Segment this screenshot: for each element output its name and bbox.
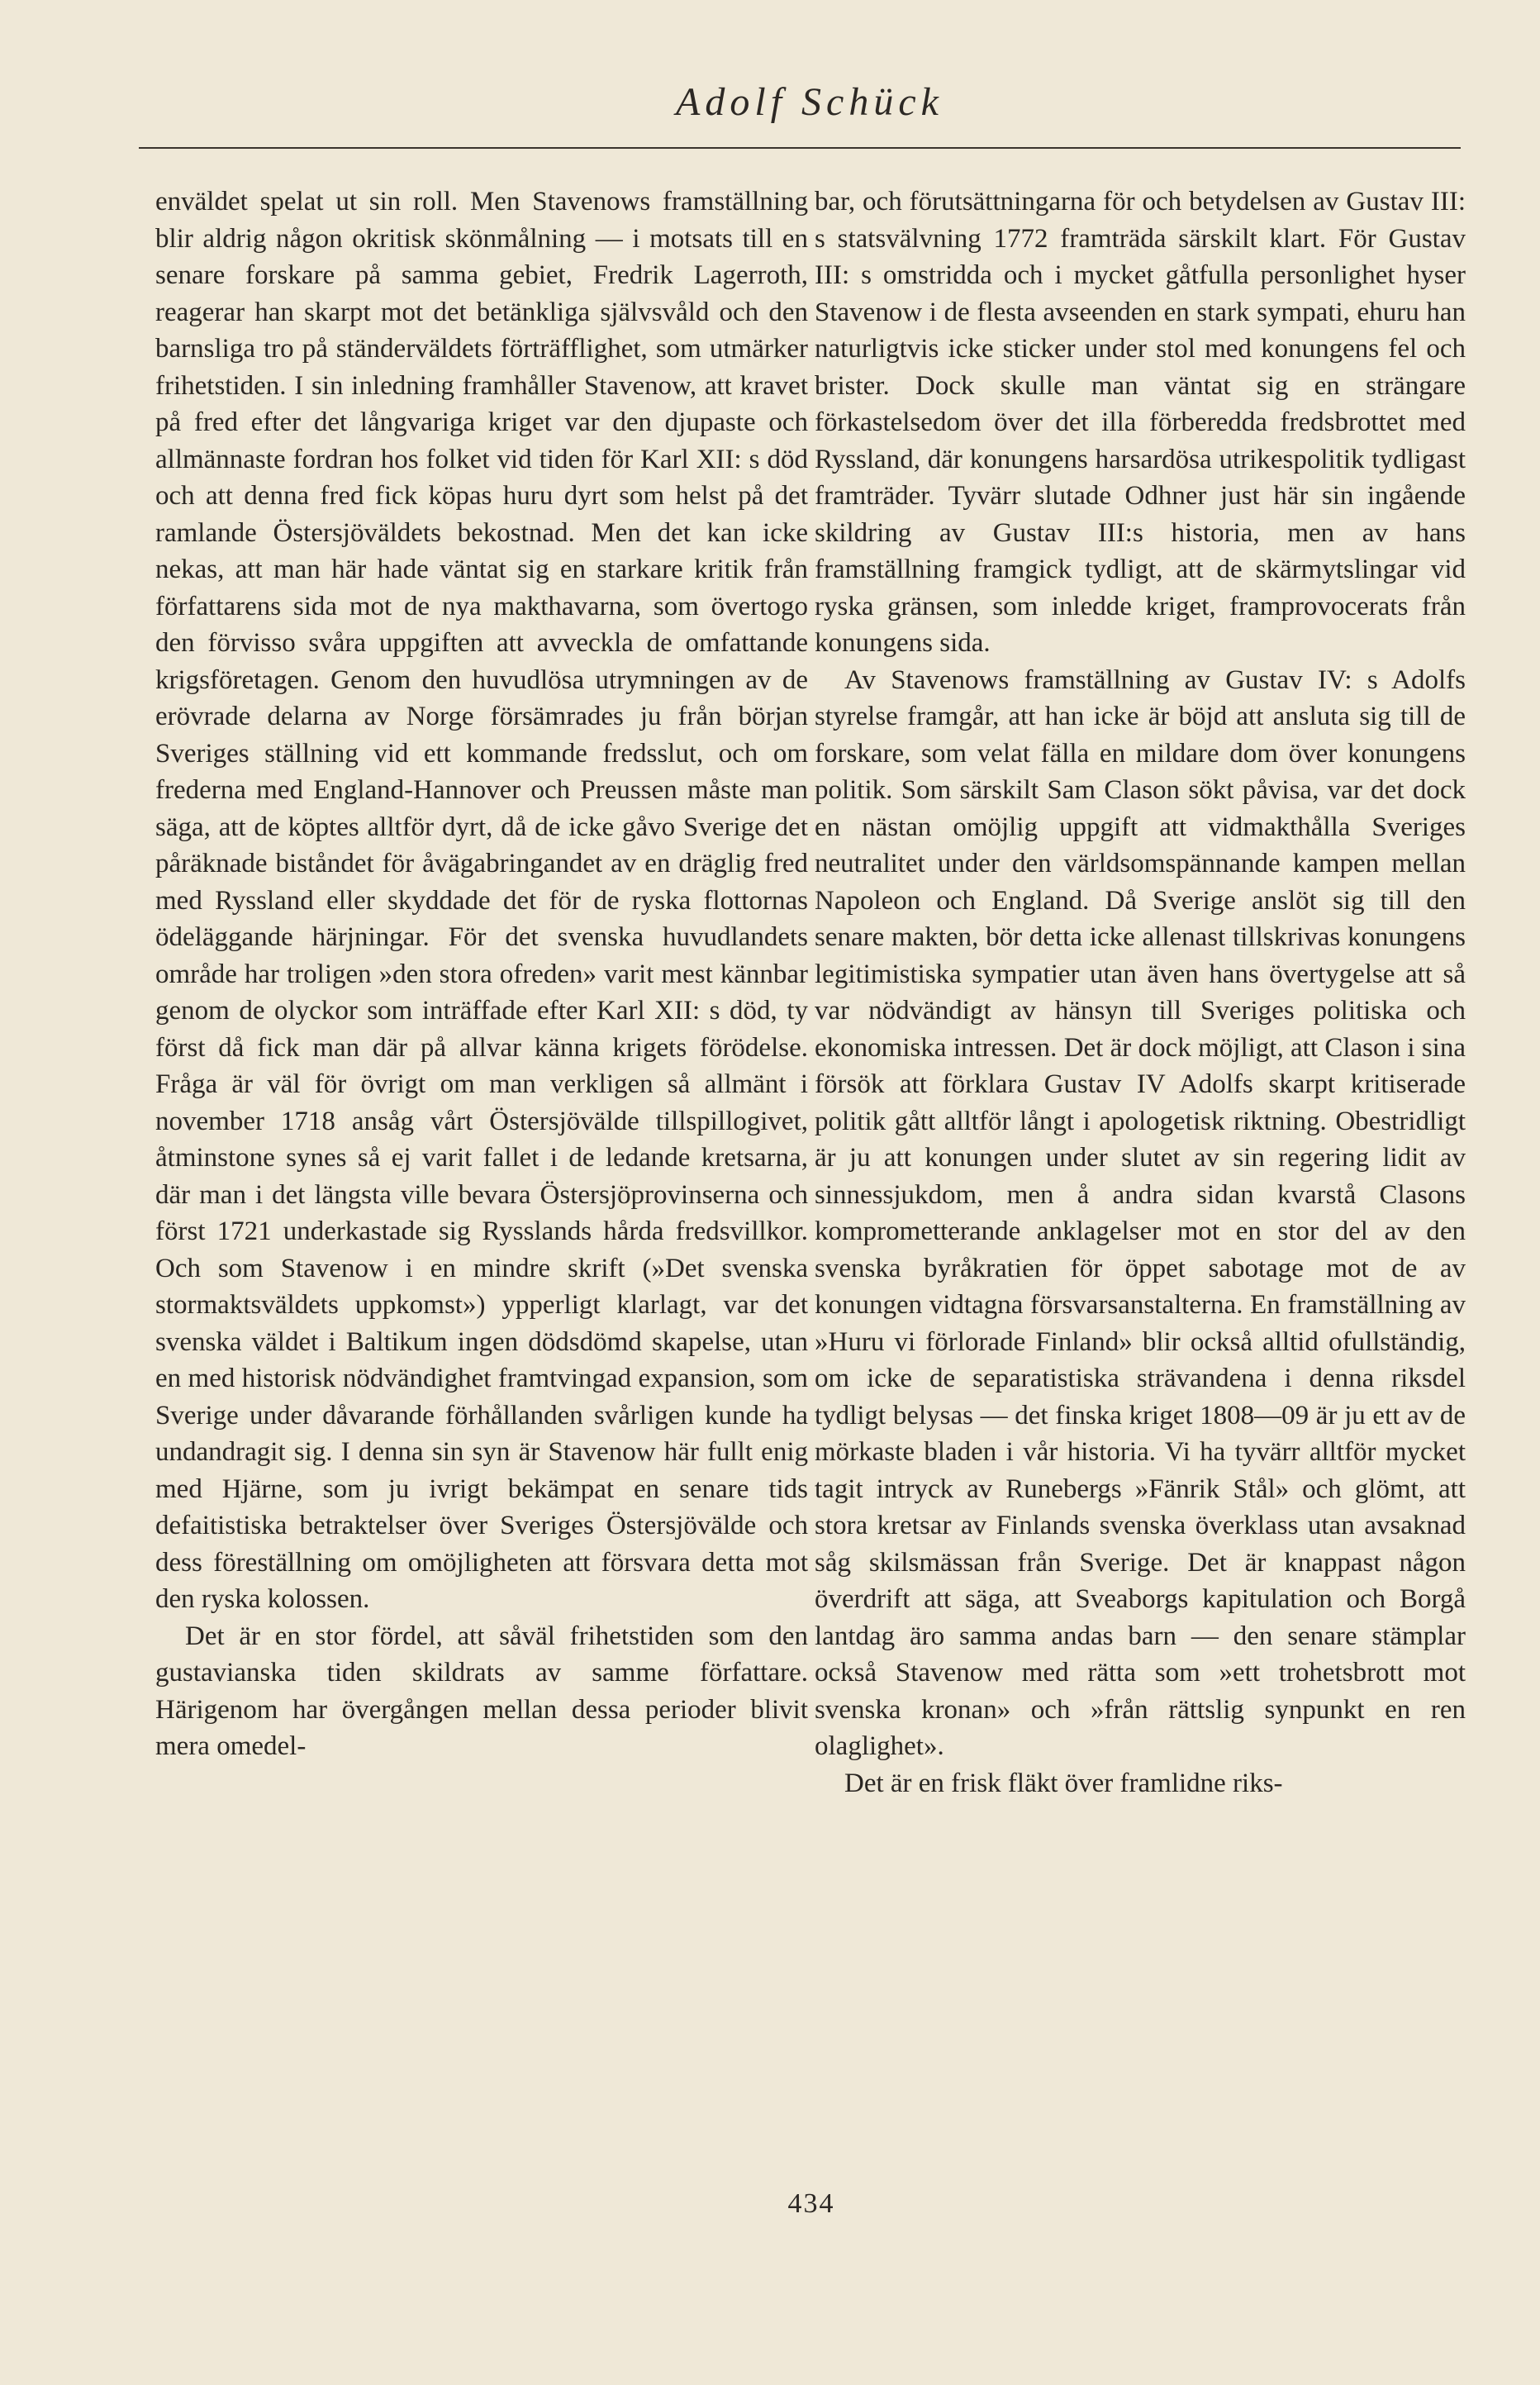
header-rule xyxy=(139,147,1461,149)
paragraph: enväldet spelat ut sin roll. Men Stavenows framställning blir aldrig någon okritisk skönmålning — i motsats till en senare forskare på samma gebiet, Fredrik Lagerroth, reagerar han skarpt mot det betänkliga självsvåld och den barnsliga tro på ständerväldets förträfflighet, som utmärker frihetstiden. I sin inledning framhåller Stavenow, att kravet på fred efter det långvariga kriget var den djupaste och allmännaste fordran hos folket vid tiden för Karl XII: s död och att denna fred fick köpas huru dyrt som helst på det ramlande Östersjöväldets bekostnad. Men det kan icke nekas, att man här hade väntat sig en starkare kritik från författarens sida mot de nya makthavarna, som övertogo den förvisso svåra uppgiften att avveckla de omfattande krigsföretagen. Genom den huvudlösa utrymningen av de erövrade delarna av Norge försämrades ju från början Sveriges ställning vid ett kommande fredsslut, och om frederna med England-Hannover och Preussen måste man säga, att de köptes alltför dyrt, då de icke gåvo Sverige det påräknade biståndet för åvägabringandet av en dräglig fred med Ryssland eller skyddade det för de ryska flottornas ödeläggande härjningar. För det svenska huvudlandets område har troligen »den stora ofreden» varit mest kännbar genom de olyckor som inträffade efter Karl XII: s död, ty först då fick man där på allvar känna krigets förödelse. Fråga är väl för övrigt om man verkligen så allmänt i november 1718 ansåg vårt Östersjövälde tillspillogivet, åtminstone synes så ej varit fallet i de ledande kretsarna, där man i det längsta ville bevara Östersjöprovinserna och först 1721 underkastade sig Rysslands hårda fredsvillkor. Och som Stavenow i en mindre skrift (»Det svenska stormaktsväldets uppkomst») ypperligt klarlagt, var det svenska väldet i Baltikum ingen dödsdömd skapelse, utan en med historisk nödvändighet framtvingad expansion, som Sverige under dåvarande förhållanden svårligen kunde ha undandragit sig. I denna sin syn är Stavenow här fullt enig med Hjärne, som ju ivrigt bekämpat en senare tids defaitistiska betraktelser över Sveriges Östersjövälde och dess föreställning om omöjligheten att försvara detta mot den ryska kolossen. xyxy=(155,187,808,1614)
left-column xyxy=(155,183,808,1765)
page-number: 434 xyxy=(787,2188,835,2219)
right-column xyxy=(815,183,1466,1802)
paragraph: bar, och förutsättningarna för och betydelsen av Gustav III: s statsvälvning 1772 framträda särskilt klart. För Gustav III: s omstridda och i mycket gåtfulla personlighet hyser Stavenow i de flesta avseenden en stark sympati, ehuru han naturligtvis icke sticker under stol med konungens fel och brister. Dock skulle man väntat sig en strängare förkastelsedom över det illa förberedda fredsbrottet med Ryssland, där konungens harsardösa utrikespolitik tydligast framträder. Tyvärr slutade Odhner just här sin ingående skildring av Gustav III:s historia, men av hans framställning framgick tydligt, att de skärmytslingar vid ryska gränsen, som inledde kriget, framprovocerats från konungens sida. xyxy=(815,187,1466,658)
paragraph: Det är en stor fördel, att såväl frihetstiden som den gustavianska tiden skildrats av samme författare. Härigenom har övergången mellan dessa perioder blivit mera omedel- xyxy=(155,1621,808,1761)
paragraph: Av Stavenows framställning av Gustav IV: s Adolfs styrelse framgår, att han icke är böjd att ansluta sig till de forskare, som velat fälla en mildare dom över konungens politik. Som särskilt Sam Clason sökt påvisa, var det dock en nästan omöjlig uppgift att vidmakthålla Sveriges neutralitet under den världsomspännande kampen mellan Napoleon och England. Då Sverige anslöt sig till den senare makten, bör detta icke allenast tillskrivas konungens legitimistiska sympatier utan även hans övertygelse att så var nödvändigt av hänsyn till Sveriges politiska och ekonomiska intressen. Det är dock möjligt, att Clason i sina försök att förklara Gustav IV Adolfs skarpt kritiserade politik gått alltför långt i apologetisk riktning. Obestridligt är ju att konungen under slutet av sin regering lidit av sinnessjukdom, men å andra sidan kvarstå Clasons komprometterande anklagelser mot en stor del av den svenska byråkratien för öppet sabotage mot de av konungen vidtagna försvarsanstalterna. En framställning av »Huru vi förlorade Finland» blir också alltid ofullständig, om icke de separatistiska strävandena i denna riksdel tydligt belysas — det finska kriget 1808—09 är ju ett av de mörkaste bladen i vår historia. Vi ha tyvärr alltför mycket tagit intryck av Runebergs »Fänrik Stål» och glömt, att stora kretsar av Finlands svenska överklass utan avsaknad såg skilsmässan från Sverige. Det är knappast någon överdrift att säga, att Sveaborgs kapitulation och Borgå lantdag äro samma andas barn — den senare stämplar också Stavenow med rätta som »ett trohetsbrott mot svenska kronan» och »från rättslig synpunkt en ren olaglighet». xyxy=(815,664,1466,1761)
paragraph: Det är en frisk fläkt över framlidne riks- xyxy=(844,1768,1283,1798)
running-head: Adolf Schück xyxy=(676,80,943,124)
